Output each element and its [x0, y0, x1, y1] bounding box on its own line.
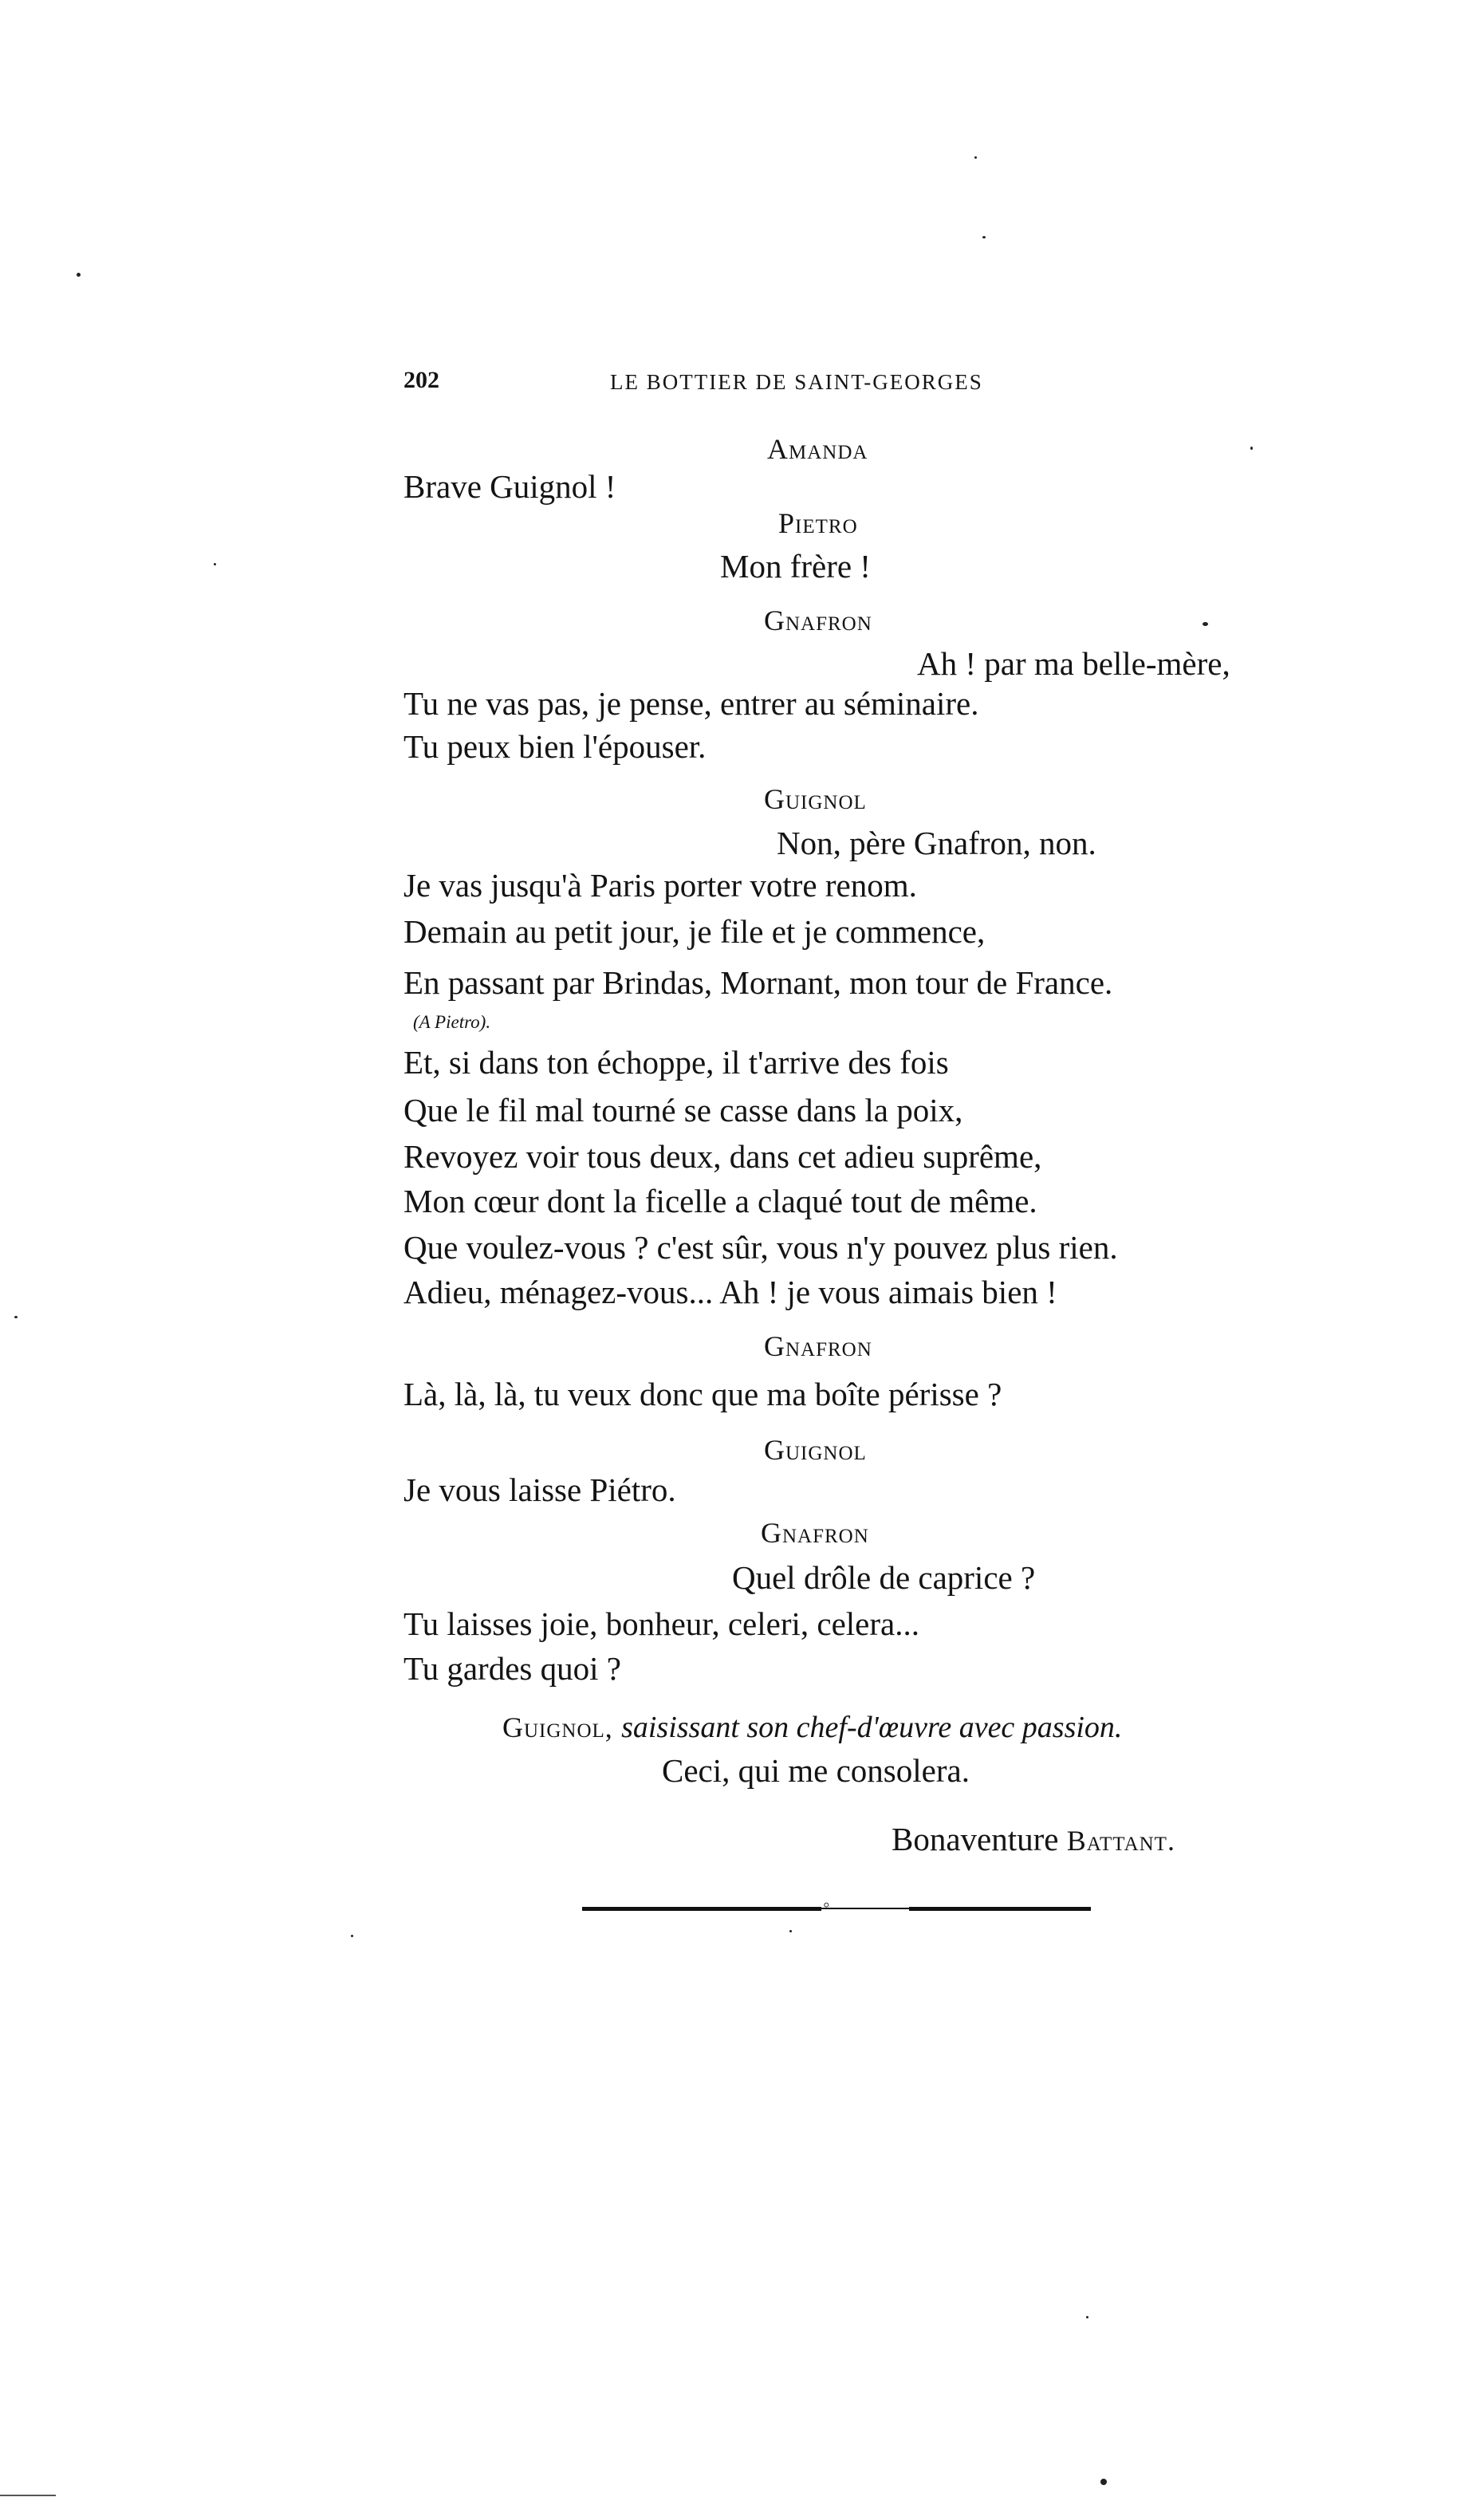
- verse-line: Là, là, là, tu veux donc que ma boîte périsse ?: [403, 1376, 1002, 1412]
- verse-line: Je vas jusqu'à Paris porter votre renom.: [403, 867, 917, 904]
- verse-line: Non, père Gnafron, non.: [777, 825, 1096, 861]
- speaker-name: Pietro: [778, 507, 858, 539]
- verse-line: En passant par Brindas, Mornant, mon tour de France.: [403, 964, 1113, 1001]
- verse-line: Que le fil mal tourné se casse dans la poix,: [403, 1092, 963, 1128]
- scan-speck: [789, 1930, 792, 1932]
- speaker-name: Gnafron: [764, 605, 872, 636]
- verse-line: Tu laisses joie, bonheur, celeri, celera...: [403, 1605, 919, 1642]
- scan-speck: [77, 273, 81, 277]
- page-number: 202: [403, 367, 439, 393]
- speaker-name: Guignol: [764, 1434, 867, 1466]
- verse-line: Ah ! par ma belle-mère,: [917, 645, 1230, 682]
- running-title: LE BOTTIER DE SAINT-GEORGES: [610, 370, 983, 394]
- verse-line: Tu gardes quoi ?: [403, 1650, 621, 1687]
- author-first-name: Bonaventure: [892, 1821, 1059, 1857]
- scan-speck: [1250, 447, 1253, 450]
- verse-line: Adieu, ménagez-vous... Ah ! je vous aimais bien !: [403, 1274, 1057, 1310]
- author-last-name: Battant.: [1066, 1825, 1175, 1857]
- scan-speck: [14, 1316, 18, 1318]
- verse-line: Mon frère !: [720, 548, 871, 585]
- author-signature: [892, 1823, 1175, 1856]
- verse-line: Je vous laisse Piétro.: [403, 1471, 676, 1508]
- ornament-rule-left: [582, 1907, 821, 1911]
- scan-speck: [1203, 622, 1208, 626]
- verse-line: Que voulez-vous ? c'est sûr, vous n'y pouvez plus rien.: [403, 1229, 1118, 1266]
- speaker-name: Amanda: [767, 433, 868, 465]
- stage-direction: saisissant son chef-d'œuvre avec passion.: [621, 1711, 1123, 1744]
- verse-line: Revoyez voir tous deux, dans cet adieu suprême,: [403, 1138, 1042, 1175]
- ornament-glyph: ◦: [823, 1895, 830, 1916]
- scan-speck: [1086, 2316, 1088, 2318]
- speaker-with-direction: [502, 1710, 1122, 1743]
- verse-line: Demain au petit jour, je file et je commence,: [403, 913, 986, 950]
- verse-line: Ceci, qui me consolera.: [662, 1752, 970, 1789]
- scan-speck: [1100, 2479, 1107, 2485]
- speaker-name: Guignol: [764, 783, 867, 815]
- verse-line: Et, si dans ton échoppe, il t'arrive des fois: [403, 1044, 949, 1081]
- scan-edge-mark: [0, 2495, 56, 2496]
- verse-line: Quel drôle de caprice ?: [732, 1559, 1036, 1596]
- speaker-name: Gnafron: [761, 1517, 869, 1549]
- verse-line: Mon cœur dont la ficelle a claqué tout de même.: [403, 1183, 1037, 1219]
- speaker-name: Gnafron: [764, 1330, 872, 1362]
- verse-line: Tu ne vas pas, je pense, entrer au séminaire.: [403, 685, 979, 722]
- verse-line: Brave Guignol !: [403, 468, 616, 505]
- scan-speck: [214, 563, 216, 565]
- verse-line: Tu peux bien l'épouser.: [403, 728, 707, 765]
- stage-direction: (A Pietro).: [413, 1012, 491, 1032]
- scan-speck: [351, 1935, 353, 1937]
- speaker-name: Guignol,: [502, 1711, 613, 1743]
- scan-speck: [974, 156, 977, 159]
- ornament-rule-right-thin: [842, 1908, 918, 1909]
- scan-speck: [982, 236, 986, 238]
- ornament-rule-right: [909, 1907, 1091, 1911]
